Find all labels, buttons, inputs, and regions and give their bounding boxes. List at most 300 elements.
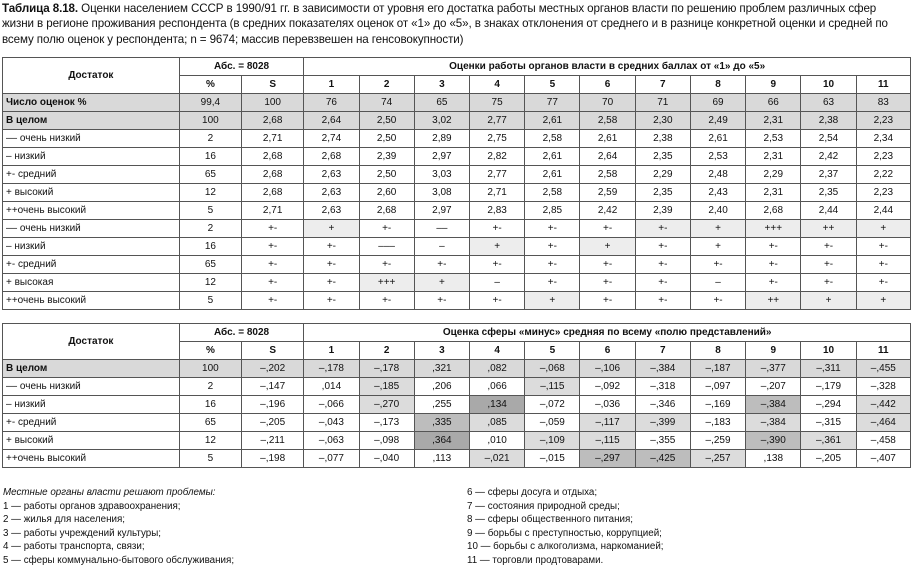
table-row bbox=[3, 166, 911, 184]
row-label: – низкий bbox=[3, 148, 180, 166]
table-cell: + bbox=[856, 292, 910, 310]
table-cell: 2,89 bbox=[414, 130, 469, 148]
table-cell: +- bbox=[580, 292, 635, 310]
table-cell: 2,97 bbox=[414, 148, 469, 166]
table-row bbox=[3, 360, 911, 378]
row-label: +- средний bbox=[3, 256, 180, 274]
row-s: +- bbox=[242, 238, 304, 256]
table-cell: ,113 bbox=[414, 450, 469, 468]
table-cell: +- bbox=[690, 256, 745, 274]
table-cell: 2,44 bbox=[856, 202, 910, 220]
table-cell: 2,77 bbox=[470, 112, 525, 130]
row-s: –,198 bbox=[242, 450, 304, 468]
legend-item: 3 — работы учреждений культуры; bbox=[3, 527, 161, 539]
table-cell: 66 bbox=[746, 94, 801, 112]
table-cell: +- bbox=[525, 238, 580, 256]
table-cell: 2,42 bbox=[801, 148, 856, 166]
table-cell: 2,29 bbox=[635, 166, 690, 184]
table-cell: ++ bbox=[801, 220, 856, 238]
table-cell: +++ bbox=[359, 274, 414, 292]
row-s: –,205 bbox=[242, 414, 304, 432]
table-cell: –,346 bbox=[635, 396, 690, 414]
row-s: 2,71 bbox=[242, 130, 304, 148]
row-pct: 65 bbox=[179, 414, 241, 432]
table-cell: –,464 bbox=[856, 414, 910, 432]
table-cell: +- bbox=[856, 238, 910, 256]
column-header-sphere: 7 bbox=[635, 76, 690, 94]
table-cell: ,010 bbox=[470, 432, 525, 450]
row-label: –– очень низкий bbox=[3, 220, 180, 238]
table-cell: –,205 bbox=[801, 450, 856, 468]
column-header-sphere: 10 bbox=[801, 76, 856, 94]
table-cell: +- bbox=[359, 292, 414, 310]
row-label: ++очень высокий bbox=[3, 202, 180, 220]
column-header-sphere: 3 bbox=[414, 342, 469, 360]
row-label: + высокий bbox=[3, 184, 180, 202]
table-cell: 71 bbox=[635, 94, 690, 112]
legend-item: 8 — сферы общественного питания; bbox=[467, 514, 634, 526]
table-cell: 2,75 bbox=[470, 130, 525, 148]
table-cell: +- bbox=[746, 274, 801, 292]
table-cell: –,425 bbox=[635, 450, 690, 468]
table-cell: –,442 bbox=[856, 396, 910, 414]
column-header-s: S bbox=[242, 76, 304, 94]
row-pct: 65 bbox=[179, 256, 241, 274]
table-cell: +- bbox=[359, 256, 414, 274]
table-cell: 2,49 bbox=[690, 112, 745, 130]
table-cell: +- bbox=[414, 256, 469, 274]
ratings-table bbox=[2, 57, 911, 310]
table-cell: +- bbox=[801, 238, 856, 256]
table-cell: 2,85 bbox=[525, 202, 580, 220]
table-cell: 2,68 bbox=[746, 202, 801, 220]
column-header-abs: Абс. = 8028 bbox=[179, 324, 304, 342]
legend-item: 10 — борьбы с алкоголизма, наркоманией; bbox=[467, 541, 664, 553]
table-cell: 2,97 bbox=[414, 202, 469, 220]
table-cell: –– bbox=[414, 220, 469, 238]
row-pct: 5 bbox=[179, 202, 241, 220]
table-cell: –,066 bbox=[304, 396, 359, 414]
table-cell: 2,59 bbox=[580, 184, 635, 202]
row-pct: 2 bbox=[179, 130, 241, 148]
table-cell: 2,31 bbox=[746, 184, 801, 202]
caption-text: Оценки населением СССР в 1990/91 гг. в зависимости от уровня его достатка работы местных органов власти по решению проблем различных сфер жизни в регионе проживания респондента (в средних показателях оценок от «1» до «5», в знаках отклонения от среднего и в разнице конкретной оценки и средней по всему полю оценок у респондента; n = 9674; массив перевзвешен на генсовокупности) bbox=[2, 2, 888, 46]
table-cell: –,043 bbox=[304, 414, 359, 432]
table-row bbox=[3, 148, 911, 166]
table-cell: 2,39 bbox=[635, 202, 690, 220]
column-header-sphere: 1 bbox=[304, 342, 359, 360]
table-cell: +- bbox=[635, 292, 690, 310]
table-cell: 2,50 bbox=[359, 166, 414, 184]
table-cell: 2,68 bbox=[304, 148, 359, 166]
table-cell: 2,74 bbox=[304, 130, 359, 148]
column-header-sphere: 6 bbox=[580, 76, 635, 94]
table-cell: +- bbox=[635, 274, 690, 292]
table-row bbox=[3, 130, 911, 148]
table-cell: 2,38 bbox=[801, 112, 856, 130]
table-cell: –,185 bbox=[359, 378, 414, 396]
table-cell: –,390 bbox=[746, 432, 801, 450]
table-cell: –,169 bbox=[690, 396, 745, 414]
table-cell: 65 bbox=[414, 94, 469, 112]
table-cell: +++ bbox=[746, 220, 801, 238]
table-cell: –,106 bbox=[580, 360, 635, 378]
column-header-sphere: 1 bbox=[304, 76, 359, 94]
table-cell: +- bbox=[580, 256, 635, 274]
row-s: +- bbox=[242, 220, 304, 238]
table-cell: ,134 bbox=[470, 396, 525, 414]
table-cell: – bbox=[470, 274, 525, 292]
row-label: В целом bbox=[3, 112, 180, 130]
table-cell: 2,83 bbox=[470, 202, 525, 220]
table-cell: 2,58 bbox=[525, 184, 580, 202]
table-cell: 2,40 bbox=[690, 202, 745, 220]
caption-label: Таблица 8.18. bbox=[2, 2, 79, 15]
row-pct: 12 bbox=[179, 432, 241, 450]
table-row bbox=[3, 378, 911, 396]
row-s: –,211 bbox=[242, 432, 304, 450]
column-header-dostatok: Достаток bbox=[3, 58, 180, 94]
table-cell: 2,29 bbox=[746, 166, 801, 184]
table-cell: 74 bbox=[359, 94, 414, 112]
row-pct: 12 bbox=[179, 274, 241, 292]
table-cell: +- bbox=[690, 292, 745, 310]
header-row bbox=[3, 58, 911, 76]
table-cell: +- bbox=[746, 238, 801, 256]
table-cell: 2,68 bbox=[359, 202, 414, 220]
table-cell: 2,58 bbox=[525, 130, 580, 148]
table-cell: 70 bbox=[580, 94, 635, 112]
table-cell: +- bbox=[746, 256, 801, 274]
table-cell: ,206 bbox=[414, 378, 469, 396]
column-group-header: Оценки работы органов власти в средних баллах от «1» до «5» bbox=[304, 58, 911, 76]
column-header-sphere: 5 bbox=[525, 76, 580, 94]
row-pct: 65 bbox=[179, 166, 241, 184]
table-cell: +- bbox=[470, 256, 525, 274]
table-cell: 2,23 bbox=[856, 148, 910, 166]
table-cell: –,059 bbox=[525, 414, 580, 432]
table-cell: –,015 bbox=[525, 450, 580, 468]
table-cell: ––– bbox=[359, 238, 414, 256]
row-pct: 2 bbox=[179, 378, 241, 396]
table-cell: –,063 bbox=[304, 432, 359, 450]
table-cell: +- bbox=[580, 220, 635, 238]
row-s: 2,68 bbox=[242, 166, 304, 184]
row-label: ++очень высокий bbox=[3, 450, 180, 468]
legend-item: 9 — борьбы с преступностью, коррупцией; bbox=[467, 527, 662, 539]
table-cell: –,294 bbox=[801, 396, 856, 414]
legend-item: 6 — сферы досуга и отдыха; bbox=[467, 487, 598, 498]
table-cell: 2,50 bbox=[359, 130, 414, 148]
table-cell: ,085 bbox=[470, 414, 525, 432]
column-header-sphere: 6 bbox=[580, 342, 635, 360]
table-cell: 3,03 bbox=[414, 166, 469, 184]
table-row bbox=[3, 94, 911, 112]
table-cell: +- bbox=[525, 274, 580, 292]
table-cell: –,384 bbox=[746, 414, 801, 432]
table-cell: ,082 bbox=[470, 360, 525, 378]
table-cell: –,311 bbox=[801, 360, 856, 378]
row-label: +- средний bbox=[3, 414, 180, 432]
table-cell: 2,35 bbox=[801, 184, 856, 202]
table-cell: –,399 bbox=[635, 414, 690, 432]
table-cell: 2,64 bbox=[304, 112, 359, 130]
table-cell: +- bbox=[525, 220, 580, 238]
table-cell: –,179 bbox=[801, 378, 856, 396]
table-row bbox=[3, 238, 911, 256]
table-cell: ,014 bbox=[304, 378, 359, 396]
table-cell: 3,08 bbox=[414, 184, 469, 202]
row-pct: 2 bbox=[179, 220, 241, 238]
table-cell: –,297 bbox=[580, 450, 635, 468]
table-cell: +- bbox=[856, 256, 910, 274]
table-cell: –,384 bbox=[746, 396, 801, 414]
table-cell: 83 bbox=[856, 94, 910, 112]
row-s: +- bbox=[242, 274, 304, 292]
table-cell: +- bbox=[580, 274, 635, 292]
table-row bbox=[3, 256, 911, 274]
table-cell: 3,02 bbox=[414, 112, 469, 130]
table-cell: –,115 bbox=[525, 378, 580, 396]
table-cell: –,097 bbox=[690, 378, 745, 396]
table-cell: 2,54 bbox=[801, 130, 856, 148]
row-s: 2,68 bbox=[242, 148, 304, 166]
table-cell: 2,60 bbox=[359, 184, 414, 202]
table-row bbox=[3, 112, 911, 130]
row-label: – низкий bbox=[3, 396, 180, 414]
table-cell: 2,43 bbox=[690, 184, 745, 202]
column-header-sphere: 9 bbox=[746, 342, 801, 360]
table-cell: –,407 bbox=[856, 450, 910, 468]
table-cell: 2,63 bbox=[304, 202, 359, 220]
row-pct: 5 bbox=[179, 292, 241, 310]
table-cell: +- bbox=[635, 238, 690, 256]
table-cell: –,098 bbox=[359, 432, 414, 450]
table-cell: 77 bbox=[525, 94, 580, 112]
table-cell: +- bbox=[304, 256, 359, 274]
table-cell: –,455 bbox=[856, 360, 910, 378]
table-cell: –,040 bbox=[359, 450, 414, 468]
table-cell: –,328 bbox=[856, 378, 910, 396]
row-s: +- bbox=[242, 292, 304, 310]
table-cell: –,109 bbox=[525, 432, 580, 450]
table-cell: 2,37 bbox=[801, 166, 856, 184]
table-cell: –,021 bbox=[470, 450, 525, 468]
table-cell: –,377 bbox=[746, 360, 801, 378]
table-cell: –,458 bbox=[856, 432, 910, 450]
column-group-header: Оценка сферы «минус» средняя по всему «полю представлений» bbox=[304, 324, 911, 342]
table-cell: 63 bbox=[801, 94, 856, 112]
table-row bbox=[3, 450, 911, 468]
table-cell: –,259 bbox=[690, 432, 745, 450]
table-cell: 2,58 bbox=[580, 112, 635, 130]
table-cell: –,355 bbox=[635, 432, 690, 450]
row-s: –,147 bbox=[242, 378, 304, 396]
table-cell: + bbox=[690, 220, 745, 238]
table-cell: +- bbox=[801, 274, 856, 292]
table-cell: 2,42 bbox=[580, 202, 635, 220]
table-cell: + bbox=[580, 238, 635, 256]
row-pct: 16 bbox=[179, 396, 241, 414]
table-row bbox=[3, 202, 911, 220]
table-cell: 2,63 bbox=[304, 166, 359, 184]
table-cell: –,077 bbox=[304, 450, 359, 468]
table-cell: ,255 bbox=[414, 396, 469, 414]
table-cell: 2,23 bbox=[856, 112, 910, 130]
table-cell: 2,48 bbox=[690, 166, 745, 184]
table-cell: –,183 bbox=[690, 414, 745, 432]
row-label: +- средний bbox=[3, 166, 180, 184]
table-cell: 2,64 bbox=[580, 148, 635, 166]
table-cell: ,335 bbox=[414, 414, 469, 432]
table-row bbox=[3, 396, 911, 414]
table-row bbox=[3, 432, 911, 450]
table-cell: 2,31 bbox=[746, 112, 801, 130]
table-cell: 2,30 bbox=[635, 112, 690, 130]
column-header-pct: % bbox=[179, 76, 241, 94]
table-cell: –,384 bbox=[635, 360, 690, 378]
table-caption bbox=[2, 1, 911, 47]
table-cell: +- bbox=[801, 256, 856, 274]
column-header-dostatok: Достаток bbox=[3, 324, 180, 360]
table-cell: 2,23 bbox=[856, 184, 910, 202]
table-cell: + bbox=[414, 274, 469, 292]
legend-right bbox=[467, 486, 664, 568]
table-cell: –,257 bbox=[690, 450, 745, 468]
row-s: 2,71 bbox=[242, 202, 304, 220]
table-cell: +- bbox=[525, 256, 580, 274]
row-s: 2,68 bbox=[242, 112, 304, 130]
table-cell: ,321 bbox=[414, 360, 469, 378]
table-cell: ,138 bbox=[746, 450, 801, 468]
row-s: –,196 bbox=[242, 396, 304, 414]
column-header-sphere: 11 bbox=[856, 76, 910, 94]
row-pct: 100 bbox=[179, 112, 241, 130]
table-cell: –,270 bbox=[359, 396, 414, 414]
table-row bbox=[3, 414, 911, 432]
table-cell: ,364 bbox=[414, 432, 469, 450]
legend-item: 1 — работы органов здравоохранения; bbox=[3, 500, 181, 512]
table-cell: –,072 bbox=[525, 396, 580, 414]
legend-item: 11 — торговли продтоварами. bbox=[467, 554, 604, 566]
row-pct: 5 bbox=[179, 450, 241, 468]
table-cell: + bbox=[525, 292, 580, 310]
table-cell: 2,39 bbox=[359, 148, 414, 166]
table-row bbox=[3, 292, 911, 310]
table-cell: ++ bbox=[746, 292, 801, 310]
table-cell: +- bbox=[470, 220, 525, 238]
table-cell: 2,53 bbox=[746, 130, 801, 148]
table-cell: +- bbox=[635, 220, 690, 238]
table-cell: 76 bbox=[304, 94, 359, 112]
column-header-sphere: 2 bbox=[359, 342, 414, 360]
table-cell: 2,61 bbox=[525, 148, 580, 166]
table-cell: –,068 bbox=[525, 360, 580, 378]
legend-heading: Местные органы власти решают проблемы: bbox=[3, 487, 216, 498]
table-cell: ,066 bbox=[470, 378, 525, 396]
legend-item: 4 — работы транспорта, связи; bbox=[3, 541, 145, 553]
table-cell: +- bbox=[304, 238, 359, 256]
column-header-sphere: 8 bbox=[690, 342, 745, 360]
table-cell: 2,61 bbox=[580, 130, 635, 148]
table-cell: + bbox=[801, 292, 856, 310]
row-s: 2,68 bbox=[242, 184, 304, 202]
table-cell: –,207 bbox=[746, 378, 801, 396]
table-cell: –,173 bbox=[359, 414, 414, 432]
table-cell: – bbox=[690, 274, 745, 292]
table-cell: +- bbox=[304, 274, 359, 292]
row-pct: 16 bbox=[179, 238, 241, 256]
table-cell: +- bbox=[359, 220, 414, 238]
table-cell: 75 bbox=[470, 94, 525, 112]
row-label: В целом bbox=[3, 360, 180, 378]
row-label: Число оценок % bbox=[3, 94, 180, 112]
row-label: ++очень высокий bbox=[3, 292, 180, 310]
table-cell: 2,82 bbox=[470, 148, 525, 166]
column-header-sphere: 8 bbox=[690, 76, 745, 94]
table-row bbox=[3, 274, 911, 292]
table-cell: +- bbox=[856, 274, 910, 292]
table-cell: –,115 bbox=[580, 432, 635, 450]
header-row bbox=[3, 324, 911, 342]
table-cell: –,178 bbox=[304, 360, 359, 378]
table-cell: –,178 bbox=[359, 360, 414, 378]
table-cell: +- bbox=[414, 292, 469, 310]
table-cell: +- bbox=[470, 292, 525, 310]
column-header-sphere: 11 bbox=[856, 342, 910, 360]
table-row bbox=[3, 184, 911, 202]
table-cell: –,318 bbox=[635, 378, 690, 396]
table-cell: 2,63 bbox=[304, 184, 359, 202]
column-header-sphere: 4 bbox=[470, 342, 525, 360]
column-header-sphere: 4 bbox=[470, 76, 525, 94]
table-cell: 2,61 bbox=[690, 130, 745, 148]
table-cell: –,117 bbox=[580, 414, 635, 432]
row-label: – низкий bbox=[3, 238, 180, 256]
table-cell: 2,61 bbox=[525, 166, 580, 184]
table-cell: –,315 bbox=[801, 414, 856, 432]
table-cell: 2,44 bbox=[801, 202, 856, 220]
row-label: –– очень низкий bbox=[3, 378, 180, 396]
legend-item: 7 — состояния природной среды; bbox=[467, 500, 620, 512]
column-header-sphere: 2 bbox=[359, 76, 414, 94]
table-cell: – bbox=[414, 238, 469, 256]
column-header-sphere: 3 bbox=[414, 76, 469, 94]
table-cell: 2,71 bbox=[470, 184, 525, 202]
column-header-sphere: 5 bbox=[525, 342, 580, 360]
table-cell: + bbox=[304, 220, 359, 238]
column-header-sphere: 9 bbox=[746, 76, 801, 94]
table-cell: –,092 bbox=[580, 378, 635, 396]
row-label: + высокий bbox=[3, 432, 180, 450]
table-cell: + bbox=[856, 220, 910, 238]
row-pct: 16 bbox=[179, 148, 241, 166]
column-header-abs: Абс. = 8028 bbox=[179, 58, 304, 76]
legend-item: 2 — жилья для населения; bbox=[3, 514, 125, 526]
row-pct: 99,4 bbox=[179, 94, 241, 112]
table-cell: + bbox=[690, 238, 745, 256]
column-header-s: S bbox=[242, 342, 304, 360]
legend-left bbox=[3, 486, 234, 568]
column-header-sphere: 7 bbox=[635, 342, 690, 360]
table-cell: 2,22 bbox=[856, 166, 910, 184]
row-s: 100 bbox=[242, 94, 304, 112]
table-cell: 2,35 bbox=[635, 148, 690, 166]
row-label: + высокая bbox=[3, 274, 180, 292]
table-cell: 2,77 bbox=[470, 166, 525, 184]
table-cell: –,187 bbox=[690, 360, 745, 378]
table-cell: 69 bbox=[690, 94, 745, 112]
